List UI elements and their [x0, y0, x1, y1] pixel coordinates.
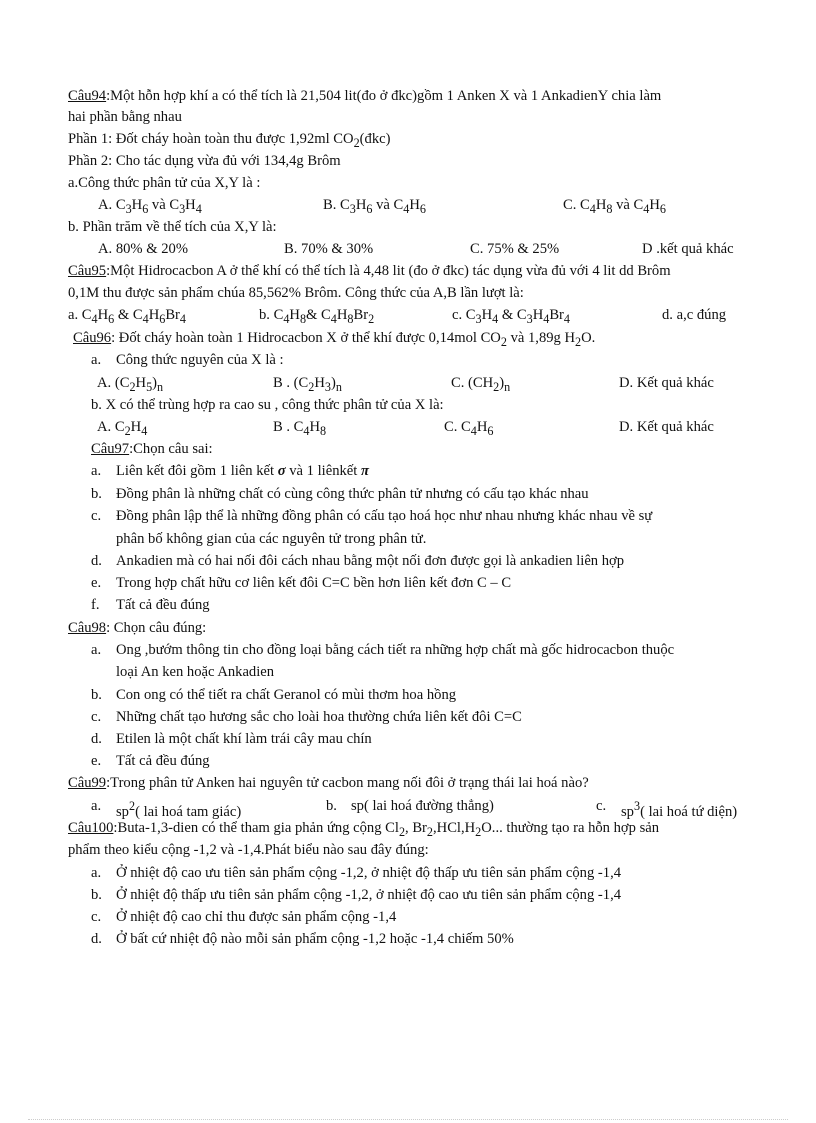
q94-a-option-b[interactable]: B. $C_3H_6$ và $C_4H_6$ [323, 197, 426, 216]
q96-intro: Câu96: Đốt cháy hoàn toàn 1 Hidrocacbon X ở thể khí được 0,14mol $CO_2$ và 1,89g $H_2O$. [73, 330, 596, 349]
q95-option-c[interactable]: c. $C_3H_4$ & $C_3H_4Br_4$ [452, 307, 570, 326]
q94-label: Câu94 [68, 88, 107, 104]
q96-b-option-a[interactable]: A. $C_2H_4$ [97, 419, 148, 438]
q95-intro-line-2: 0,1M thu được sản phẩm chúa 85,562% Brôm. Công thức của A,B lần lượt là: [68, 285, 524, 301]
q100-label: Câu100 [68, 820, 114, 836]
q96-b-option-b[interactable]: B . $C_4H_8$ [273, 419, 327, 438]
q99-label: Câu99 [68, 775, 107, 791]
q97-intro: Câu97:Chọn câu sai: [91, 441, 213, 457]
q94-intro-line-2: hai phần bằng nhau [68, 109, 182, 125]
q100-intro-line-1: Câu100:Buta-1,3-dien có thể tham gia phản ứng cộng $Cl_2$, $Br_2,HCl,H_2O$... thường tạo ra hỗn hợp sản [68, 820, 660, 839]
q96-b-option-d[interactable]: D. Kết quả khác [619, 419, 714, 435]
q94-a-option-a[interactable]: A. $C_3H_6$ và $C_3H_4$ [98, 197, 202, 216]
q98-intro: Câu98: Chọn câu đúng: [68, 620, 207, 636]
q96-subquestion-a: Công thức nguyên của X là : [116, 352, 284, 368]
page-bottom-rule [28, 1119, 788, 1120]
q95-option-b[interactable]: b. $C_4H_8\&$ $C_4H_8Br_2$ [259, 307, 375, 326]
q96-sub-a-marker: a. [91, 352, 102, 368]
q96-b-option-c[interactable]: C. $C_4H_6$ [444, 419, 494, 438]
q95-option-a[interactable]: a. $C_4H_6$ & $C_4H_6Br_4$ [68, 307, 186, 326]
q94-b-option-d[interactable]: D .kết quả khác [642, 241, 734, 257]
q96-a-option-c[interactable]: C. $(CH_2)_n$ [451, 375, 511, 394]
q96-subquestion-b: b. X có thể trùng hợp ra cao su , công thức phân tử của X là: [91, 397, 444, 413]
q98-label: Câu98 [68, 620, 107, 636]
q96-label: Câu96 [73, 330, 112, 346]
q94-b-option-a[interactable]: A. 80% & 20% [98, 241, 188, 257]
q94-b-option-c[interactable]: C. 75% & 25% [470, 241, 560, 257]
q97-label: Câu97 [91, 441, 130, 457]
q94-b-option-b[interactable]: B. 70% & 30% [284, 241, 374, 257]
q94-part1: Phần 1: Đốt cháy hoàn toàn thu được 1,92ml $CO_2(đkc)$ [68, 131, 391, 150]
q94-intro-line-1: Câu94:Một hỗn hợp khí a có thể tích là 21,504 lit(đo ở đkc)gồm 1 Anken X và 1 AnkadienY chia làm [68, 88, 662, 104]
q94-part2: Phần 2: Cho tác dụng vừa đủ với 134,4g Brôm [68, 153, 341, 169]
q96-a-option-b[interactable]: B . $(C_2H_3)_n$ [273, 375, 342, 394]
q99-intro: Câu99:Trong phân tử Anken hai nguyên tử cacbon mang nối đôi ở trạng thái lai hoá nào? [68, 775, 589, 791]
q96-a-option-a[interactable]: A. $(C_2H_5)_n$ [97, 375, 164, 394]
q95-label: Câu95 [68, 263, 107, 279]
q95-intro-line-1: Câu95:Một Hidrocacbon A ở thể khí có thể tích là 4,48 lit (đo ở đkc) tác dụng vừa đủ với 4 lit dd Brôm [68, 263, 671, 279]
q94-subquestion-b: b. Phần trăm về thể tích của X,Y là: [68, 219, 277, 235]
q96-a-option-d[interactable]: D. Kết quả khác [619, 375, 714, 391]
q94-a-option-c[interactable]: C. $C_4H_8$ và $C_4H_6$ [563, 197, 666, 216]
q100-intro-line-2: phẩm theo kiểu cộng -1,2 và -1,4.Phát biểu nào sau đây đúng: [68, 842, 429, 858]
q95-option-d[interactable]: d. a,c đúng [662, 307, 727, 323]
q94-subquestion-a: a.Công thức phân tử của X,Y là : [68, 175, 261, 191]
